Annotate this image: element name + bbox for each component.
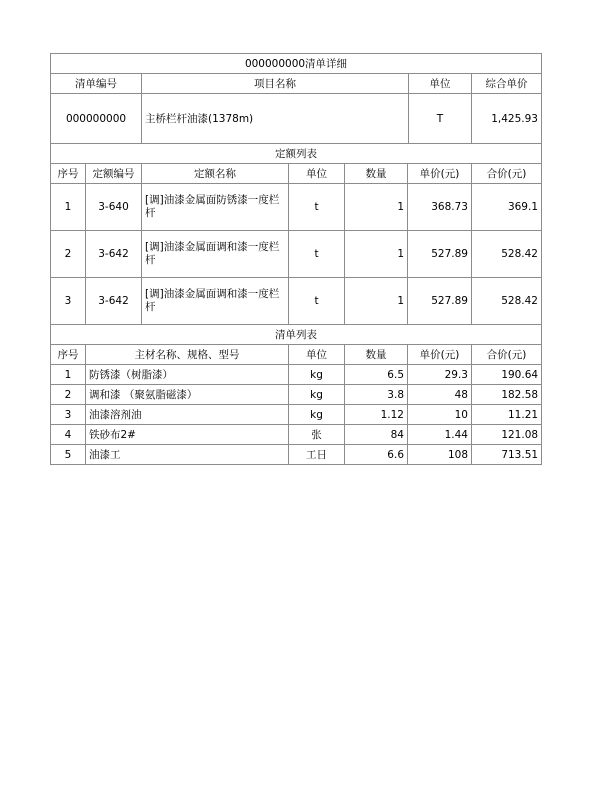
row-no: 3: [51, 278, 86, 325]
material-qty: 3.8: [345, 385, 408, 405]
bill-price: 1,425.93: [472, 94, 542, 144]
quota-header-row: [51, 164, 542, 184]
bill-summary-table: [50, 53, 542, 144]
page-title: 000000000清单详细: [51, 54, 542, 74]
quota-table: [50, 143, 542, 325]
materials-table: [50, 324, 542, 465]
material-qty: 6.5: [345, 365, 408, 385]
quota-unit: t: [289, 184, 345, 231]
table-row: [51, 445, 542, 465]
material-total: 713.51: [472, 445, 542, 465]
material-unit: kg: [289, 385, 345, 405]
material-name: 铁砂布2#: [86, 425, 289, 445]
table-row: [51, 184, 542, 231]
table-row: [51, 385, 542, 405]
column-header: 单价(元): [408, 164, 472, 184]
table-row: [51, 405, 542, 425]
material-qty: 84: [345, 425, 408, 445]
header-code-label: 清单编号: [51, 74, 142, 94]
material-unit: kg: [289, 405, 345, 425]
material-price: 108: [408, 445, 472, 465]
material-unit: kg: [289, 365, 345, 385]
material-name: 油漆工: [86, 445, 289, 465]
quota-code: 3-642: [86, 231, 142, 278]
materials-section-title: 清单列表: [51, 325, 542, 345]
table-row: [51, 231, 542, 278]
column-header: 定额编号: [86, 164, 142, 184]
material-price: 29.3: [408, 365, 472, 385]
column-header: 定额名称: [142, 164, 289, 184]
row-no: 1: [51, 365, 86, 385]
row-no: 1: [51, 184, 86, 231]
material-unit: 工日: [289, 445, 345, 465]
materials-header-row: [51, 345, 542, 365]
quota-qty: 1: [345, 184, 408, 231]
material-qty: 1.12: [345, 405, 408, 425]
row-no: 5: [51, 445, 86, 465]
column-header: 序号: [51, 345, 86, 365]
column-header: 单位: [289, 345, 345, 365]
material-total: 182.58: [472, 385, 542, 405]
bill-code: 000000000: [51, 94, 142, 144]
quota-name: [调]油漆金属面调和漆一度栏杆: [142, 231, 289, 278]
quota-code: 3-640: [86, 184, 142, 231]
quota-price: 527.89: [408, 231, 472, 278]
material-qty: 6.6: [345, 445, 408, 465]
quota-price: 368.73: [408, 184, 472, 231]
table-row: [51, 278, 542, 325]
quota-total: 528.42: [472, 231, 542, 278]
header-unit-label: 单位: [409, 74, 472, 94]
material-name: 调和漆 （聚氨脂磁漆）: [86, 385, 289, 405]
quota-qty: 1: [345, 231, 408, 278]
quota-price: 527.89: [408, 278, 472, 325]
material-name: 防锈漆（树脂漆）: [86, 365, 289, 385]
row-no: 2: [51, 385, 86, 405]
column-header: 单价(元): [408, 345, 472, 365]
header-name-label: 项目名称: [142, 74, 409, 94]
quota-total: 369.1: [472, 184, 542, 231]
material-total: 11.21: [472, 405, 542, 425]
bill-name: 主桥栏杆油漆(1378m): [142, 94, 409, 144]
quota-unit: t: [289, 231, 345, 278]
material-price: 48: [408, 385, 472, 405]
quota-unit: t: [289, 278, 345, 325]
column-header: 数量: [345, 345, 408, 365]
quota-code: 3-642: [86, 278, 142, 325]
material-price: 10: [408, 405, 472, 425]
quota-qty: 1: [345, 278, 408, 325]
table-row: [51, 425, 542, 445]
material-total: 190.64: [472, 365, 542, 385]
material-total: 121.08: [472, 425, 542, 445]
row-no: 4: [51, 425, 86, 445]
quota-name: [调]油漆金属面调和漆一度栏杆: [142, 278, 289, 325]
quota-total: 528.42: [472, 278, 542, 325]
column-header: 合价(元): [472, 164, 542, 184]
column-header: 单位: [289, 164, 345, 184]
material-name: 油漆溶剂油: [86, 405, 289, 425]
bill-unit: T: [409, 94, 472, 144]
quota-section-title: 定额列表: [51, 144, 542, 164]
table-row: [51, 365, 542, 385]
column-header: 合价(元): [472, 345, 542, 365]
material-unit: 张: [289, 425, 345, 445]
column-header: 数量: [345, 164, 408, 184]
column-header: 主材名称、规格、型号: [86, 345, 289, 365]
header-price-label: 综合单价: [472, 74, 542, 94]
row-no: 3: [51, 405, 86, 425]
column-header: 序号: [51, 164, 86, 184]
quota-name: [调]油漆金属面防锈漆一度栏杆: [142, 184, 289, 231]
material-price: 1.44: [408, 425, 472, 445]
row-no: 2: [51, 231, 86, 278]
